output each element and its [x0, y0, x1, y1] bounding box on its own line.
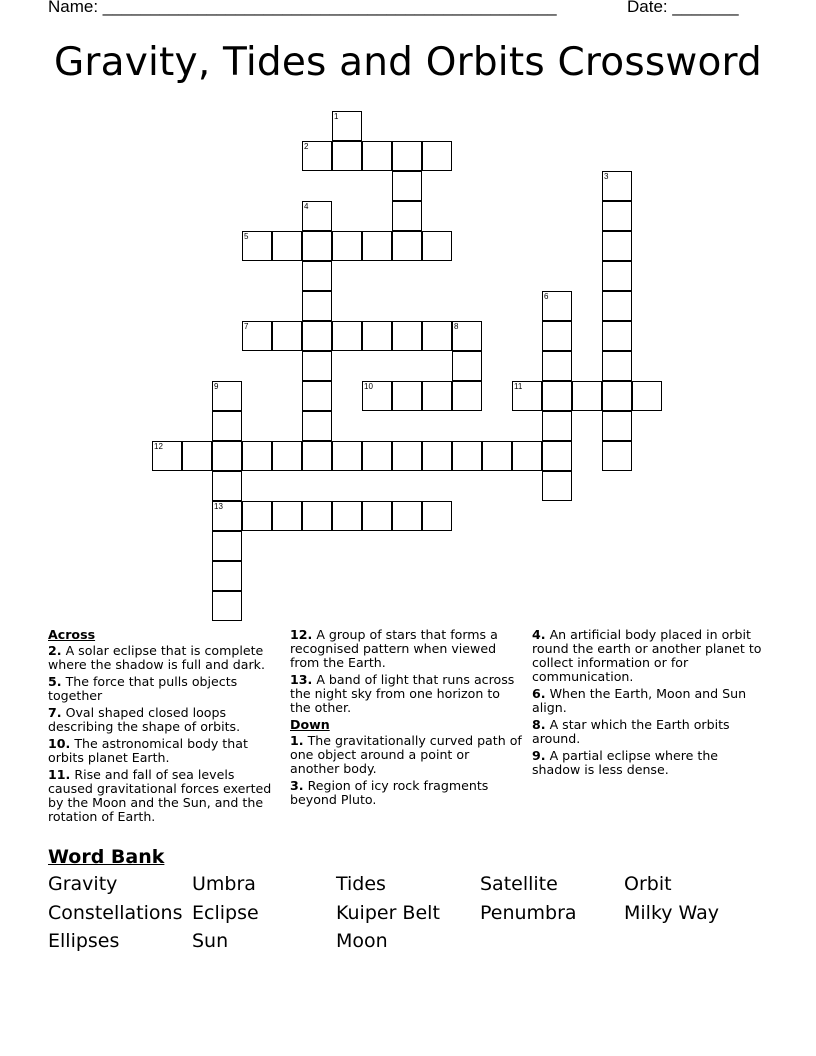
grid-cell[interactable]	[422, 501, 452, 531]
word-bank-item: Sun	[192, 930, 229, 952]
grid-cell[interactable]	[152, 441, 182, 471]
word-bank-item: Gravity	[48, 873, 118, 895]
clue-number: 8.	[532, 717, 546, 732]
grid-cell[interactable]	[602, 351, 632, 381]
grid-cell[interactable]	[272, 321, 302, 351]
grid-cell[interactable]	[602, 321, 632, 351]
grid-cell[interactable]	[212, 501, 242, 531]
clue-number: 8	[454, 322, 459, 331]
clue-text: The astronomical body that orbits planet Earth.	[48, 736, 248, 765]
clues-column-3	[532, 628, 768, 780]
down-heading: Down	[290, 717, 330, 732]
clue-number: 13	[214, 502, 223, 511]
clue-text: When the Earth, Moon and Sun align.	[532, 686, 747, 715]
clue-number: 12	[154, 442, 163, 451]
clue-number: 7.	[48, 705, 62, 720]
grid-cell[interactable]	[302, 321, 332, 351]
grid-cell[interactable]	[302, 351, 332, 381]
clue	[290, 673, 522, 715]
grid-cell[interactable]	[302, 261, 332, 291]
word-bank-item: Satellite	[480, 873, 558, 895]
grid-cell[interactable]	[452, 441, 482, 471]
grid-cell[interactable]	[212, 411, 242, 441]
clue-text: A band of light that runs across the night sky from one horizon to the other.	[290, 672, 515, 715]
clues-column-1	[48, 628, 280, 827]
clue	[48, 644, 280, 672]
grid-cell[interactable]	[302, 411, 332, 441]
grid-cell[interactable]	[302, 231, 332, 261]
grid-cell[interactable]	[362, 231, 392, 261]
grid-cell[interactable]	[332, 321, 362, 351]
clue	[532, 687, 768, 715]
grid-cell[interactable]	[332, 141, 362, 171]
clue-number: 11.	[48, 767, 71, 782]
grid-cell[interactable]	[542, 441, 572, 471]
grid-cell[interactable]	[512, 441, 542, 471]
grid-cell[interactable]	[332, 231, 362, 261]
grid-cell[interactable]	[332, 441, 362, 471]
across-heading: Across	[48, 627, 96, 642]
clue-number: 4.	[532, 627, 546, 642]
grid-cell[interactable]	[242, 321, 272, 351]
grid-cell[interactable]	[212, 441, 242, 471]
clue	[532, 718, 768, 746]
clue-text: A group of stars that forms a recognised pattern when viewed from the Earth.	[290, 627, 498, 670]
grid-cell[interactable]	[392, 381, 422, 411]
word-bank-item: Kuiper Belt	[336, 902, 440, 924]
grid-cell[interactable]	[602, 381, 632, 411]
clue	[290, 779, 522, 807]
clue-text: A partial eclipse where the shadow is less dense.	[532, 748, 719, 777]
clue-number: 10.	[48, 736, 71, 751]
page-title: Gravity, Tides and Orbits Crossword	[53, 40, 763, 85]
clue	[48, 768, 280, 824]
grid-cell[interactable]	[422, 141, 452, 171]
grid-cell[interactable]	[392, 441, 422, 471]
grid-cell[interactable]	[272, 441, 302, 471]
grid-cell[interactable]	[542, 321, 572, 351]
grid-cell[interactable]	[272, 231, 302, 261]
grid-cell[interactable]	[392, 201, 422, 231]
grid-cell[interactable]	[362, 501, 392, 531]
word-bank-item: Penumbra	[480, 902, 577, 924]
grid-cell[interactable]	[362, 321, 392, 351]
grid-cell[interactable]	[302, 441, 332, 471]
grid-cell[interactable]	[542, 351, 572, 381]
grid-cell[interactable]	[362, 441, 392, 471]
word-bank-item: Ellipses	[48, 930, 120, 952]
grid-cell[interactable]	[422, 381, 452, 411]
word-bank-item: Moon	[336, 930, 388, 952]
grid-cell[interactable]	[242, 501, 272, 531]
name-field[interactable]: Name: ________________________________________________	[48, 0, 557, 16]
clue-text: An artificial body placed in orbit round the earth or another planet to collect information or for communication.	[532, 627, 762, 684]
grid-cell[interactable]	[302, 501, 332, 531]
grid-cell[interactable]	[452, 351, 482, 381]
clue-number: 9	[214, 382, 219, 391]
grid-cell[interactable]	[242, 441, 272, 471]
clue-number: 1	[334, 112, 339, 121]
grid-cell[interactable]	[482, 441, 512, 471]
clue-number: 9.	[532, 748, 546, 763]
clue-number: 10	[364, 382, 373, 391]
grid-cell[interactable]	[512, 381, 542, 411]
grid-cell[interactable]	[362, 381, 392, 411]
clues-column-2	[290, 628, 522, 810]
grid-cell[interactable]	[542, 471, 572, 501]
clue-number: 6.	[532, 686, 546, 701]
clue	[290, 734, 522, 776]
grid-cell[interactable]	[602, 231, 632, 261]
grid-cell[interactable]	[392, 501, 422, 531]
word-bank-item: Eclipse	[192, 902, 259, 924]
grid-cell[interactable]	[602, 261, 632, 291]
grid-cell[interactable]	[302, 141, 332, 171]
clue-text: A star which the Earth orbits around.	[532, 717, 730, 746]
clue-text: Oval shaped closed loops describing the shape of orbits.	[48, 705, 241, 734]
grid-cell[interactable]	[422, 231, 452, 261]
clue	[532, 628, 768, 684]
clue-number: 11	[514, 382, 523, 391]
clue-text: A solar eclipse that is complete where the shadow is full and dark.	[48, 643, 265, 672]
grid-cell[interactable]	[392, 321, 422, 351]
clue-number: 5	[244, 232, 249, 241]
grid-cell[interactable]	[542, 291, 572, 321]
clue-number: 1.	[290, 733, 304, 748]
grid-cell[interactable]	[212, 561, 242, 591]
grid-cell[interactable]	[392, 141, 422, 171]
clue-number: 6	[544, 292, 549, 301]
grid-cell[interactable]	[452, 321, 482, 351]
grid-cell[interactable]	[602, 201, 632, 231]
clue-number: 12.	[290, 627, 313, 642]
word-bank-item: Umbra	[192, 873, 256, 895]
grid-cell[interactable]	[422, 321, 452, 351]
clue-number: 13.	[290, 672, 313, 687]
clue	[532, 749, 768, 777]
grid-cell[interactable]	[542, 381, 572, 411]
grid-cell[interactable]	[302, 291, 332, 321]
grid-cell[interactable]	[602, 441, 632, 471]
down-clue-list	[290, 734, 522, 807]
grid-cell[interactable]	[242, 231, 272, 261]
word-bank-item: Milky Way	[624, 902, 720, 924]
grid-cell[interactable]	[332, 111, 362, 141]
clue	[48, 675, 280, 703]
grid-cell[interactable]	[212, 471, 242, 501]
grid-cell[interactable]	[602, 411, 632, 441]
grid-cell[interactable]	[302, 381, 332, 411]
grid-cell[interactable]	[212, 531, 242, 561]
clue	[290, 628, 522, 670]
grid-cell[interactable]	[452, 381, 482, 411]
word-bank-item: Tides	[336, 873, 386, 895]
grid-cell[interactable]	[392, 231, 422, 261]
grid-cell[interactable]	[602, 171, 632, 201]
date-field[interactable]: Date: _______	[627, 0, 739, 16]
clue-number: 4	[304, 202, 309, 211]
down-clue-list-continued	[532, 628, 768, 777]
grid-cell[interactable]	[542, 411, 572, 441]
grid-cell[interactable]	[392, 171, 422, 201]
clue-text: The gravitationally curved path of one object around a point or another body.	[290, 733, 522, 776]
grid-cell[interactable]	[632, 381, 662, 411]
across-clue-list-continued	[290, 628, 522, 715]
grid-cell[interactable]	[212, 591, 242, 621]
grid-cell[interactable]	[362, 141, 392, 171]
grid-cell[interactable]	[332, 501, 362, 531]
grid-cell[interactable]	[212, 381, 242, 411]
clue-number: 3.	[290, 778, 304, 793]
grid-cell[interactable]	[572, 381, 602, 411]
clue-text: The force that pulls objects together	[48, 674, 238, 703]
clue-text: Region of icy rock fragments beyond Pluto.	[290, 778, 489, 807]
clue-number: 2	[304, 142, 309, 151]
grid-cell[interactable]	[272, 501, 302, 531]
word-bank-item: Orbit	[624, 873, 672, 895]
grid-cell[interactable]	[182, 441, 212, 471]
clue-text: Rise and fall of sea levels caused gravitational forces exerted by the Moon and the Sun, and the rotation of Earth.	[48, 767, 272, 824]
word-bank-title: Word Bank	[48, 846, 165, 868]
across-clue-list	[48, 644, 280, 824]
clue	[48, 706, 280, 734]
clue-number: 2.	[48, 643, 62, 658]
clue-number: 5.	[48, 674, 62, 689]
clue-number: 7	[244, 322, 249, 331]
clue	[48, 737, 280, 765]
grid-cell[interactable]	[602, 291, 632, 321]
word-bank-item: Constellations	[48, 902, 183, 924]
grid-cell[interactable]	[302, 201, 332, 231]
grid-cell[interactable]	[422, 441, 452, 471]
clue-number: 3	[604, 172, 609, 181]
